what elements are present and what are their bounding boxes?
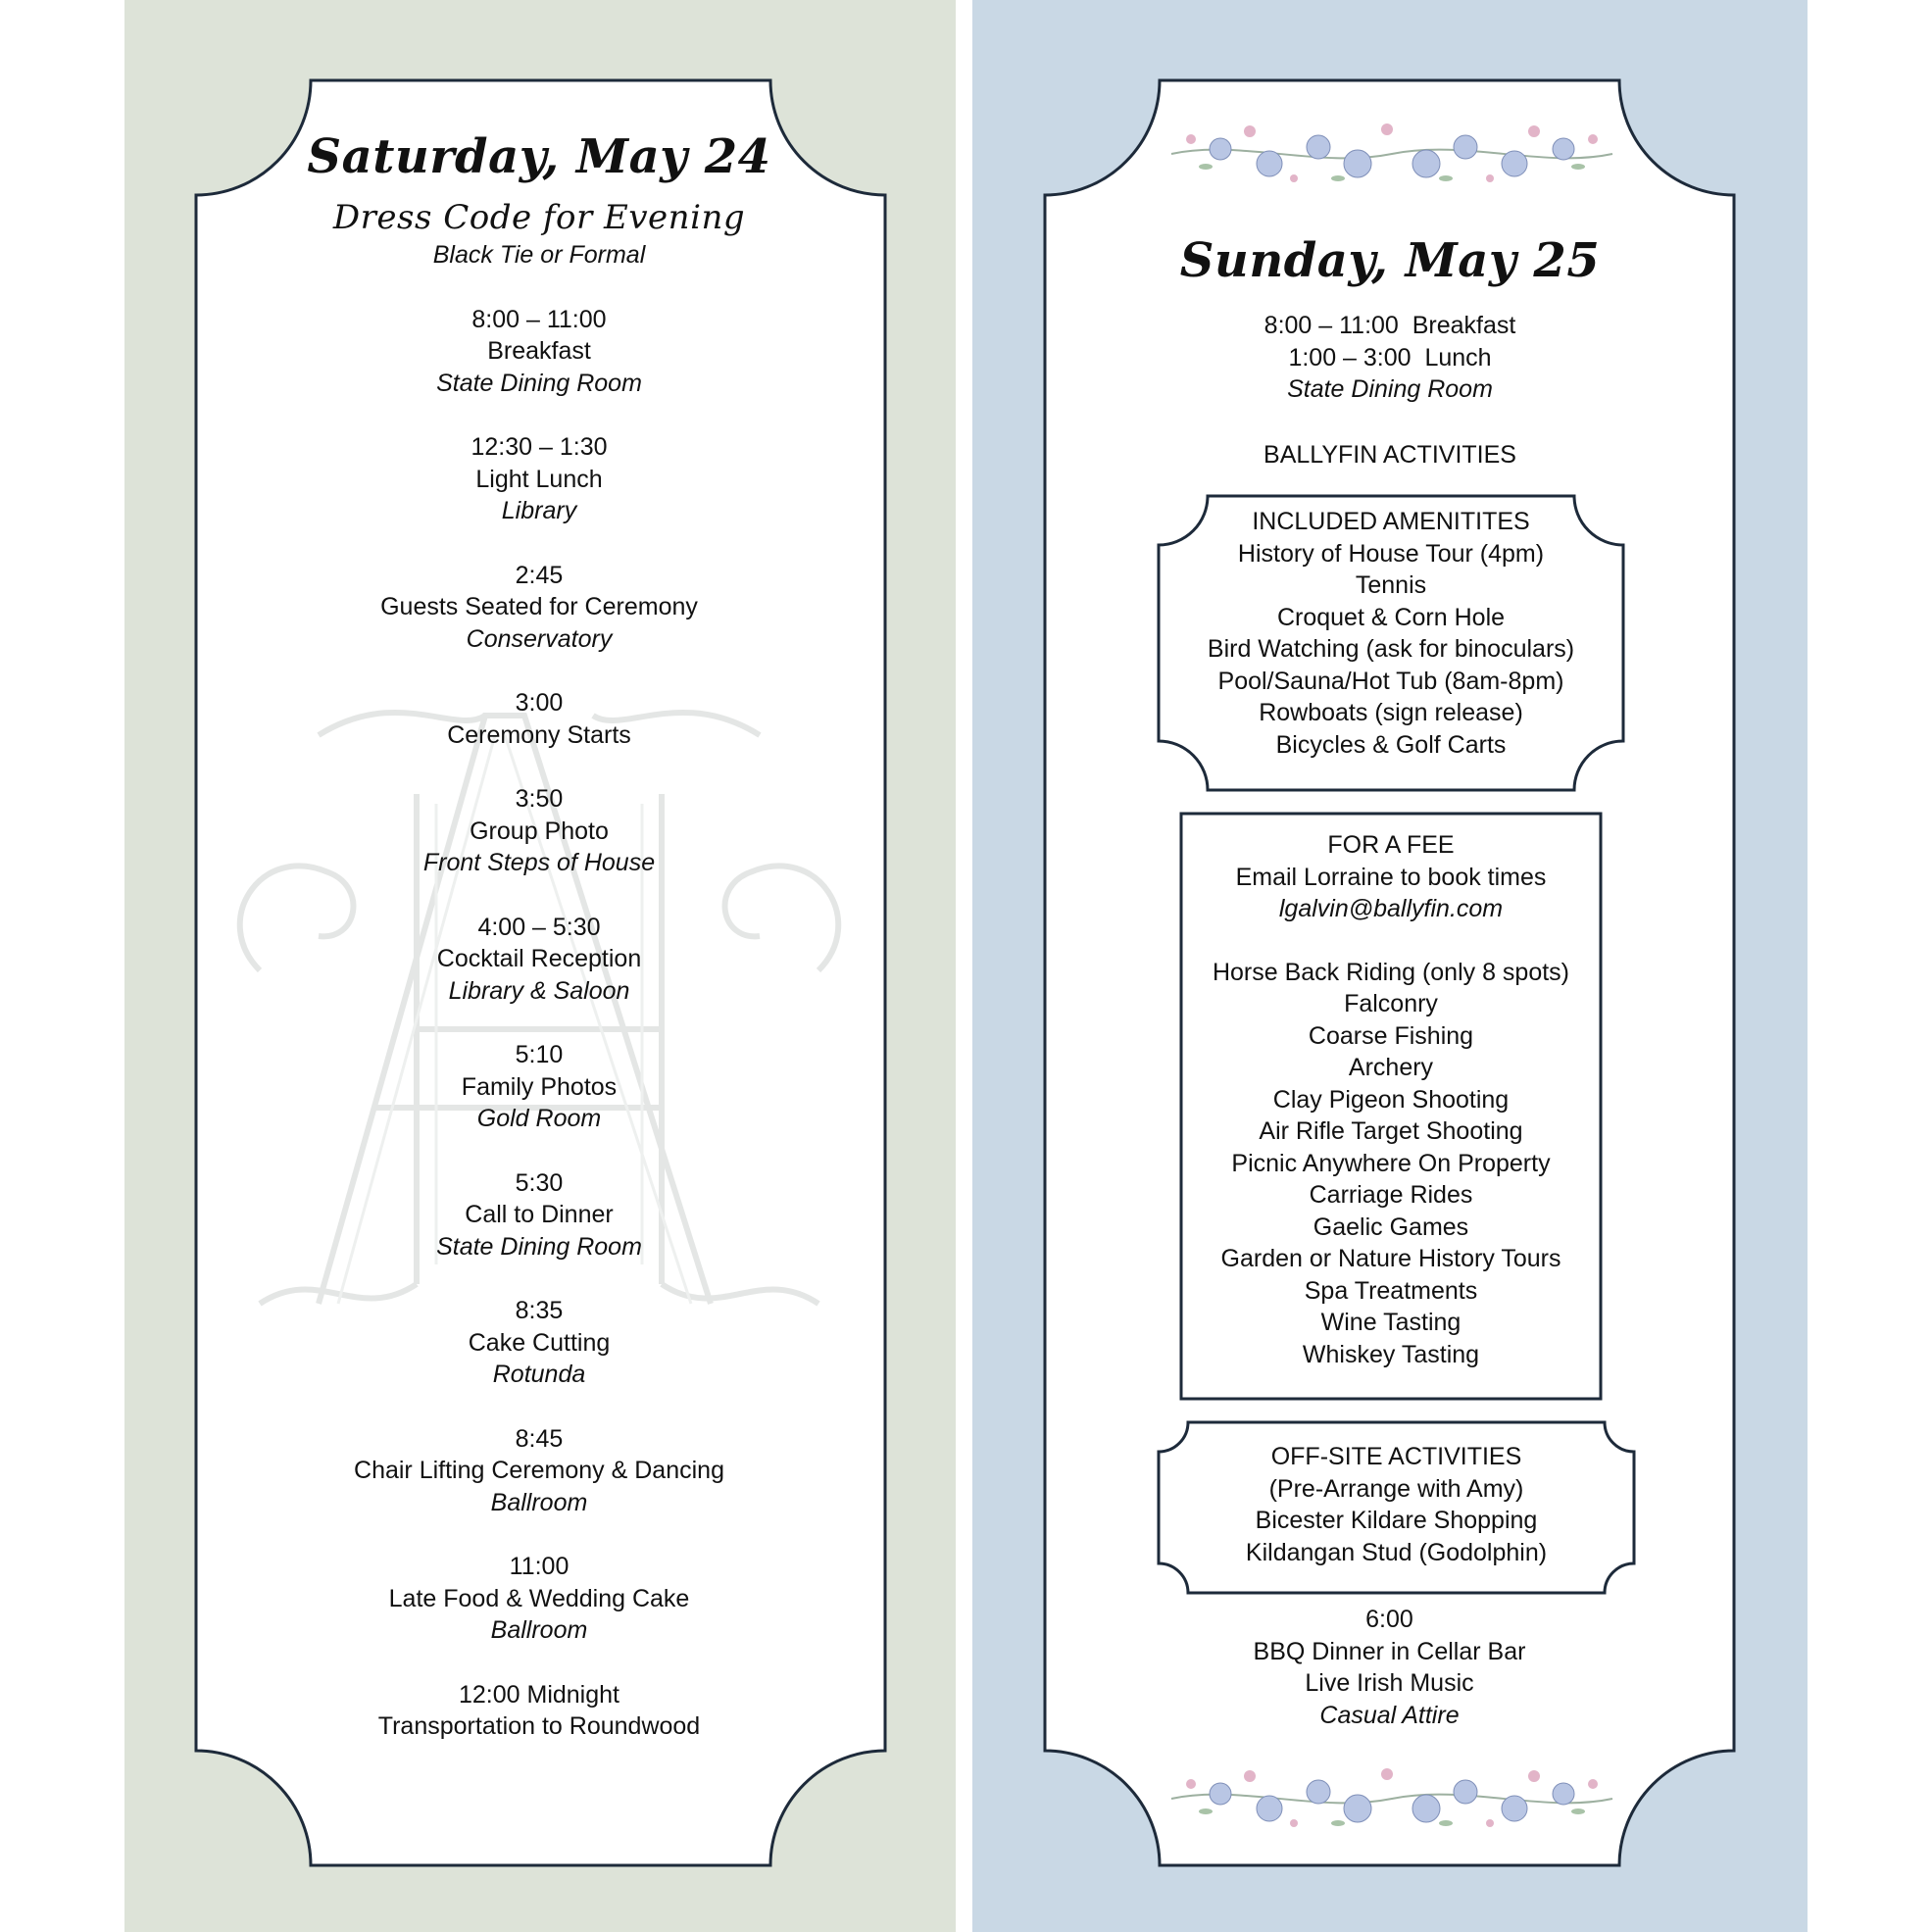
sunday-dinner — [1045, 1604, 1734, 1731]
event-name: Ceremony Starts — [447, 720, 631, 749]
event-name: Group Photo — [470, 817, 609, 845]
offsite-heading: OFF-SITE ACTIVITIES — [1270, 1443, 1522, 1470]
list-item: Spa Treatments — [1304, 1276, 1478, 1305]
list-item: Bicycles & Golf Carts — [1275, 730, 1507, 759]
event-name: Family Photos — [461, 1072, 618, 1101]
event-location: State Dining Room — [436, 1232, 642, 1261]
list-item: History of House Tour (4pm) — [1237, 539, 1545, 568]
event-time: 8:35 — [515, 1297, 564, 1324]
floral-garland-bottom — [1162, 1755, 1622, 1843]
event-time: 8:00 – 11:00 — [471, 305, 607, 333]
list-item: Pool/Sauna/Hot Tub (8am-8pm) — [1217, 667, 1564, 695]
list-item: Whiskey Tasting — [1302, 1340, 1480, 1368]
event-name: Chair Lifting Ceremony & Dancing — [354, 1457, 724, 1484]
event-name: Guests Seated for Ceremony — [380, 593, 698, 620]
event-location: Front Steps of House — [422, 849, 656, 876]
schedule-item — [196, 1551, 882, 1647]
schedule-item — [196, 431, 882, 527]
event-name: Cocktail Reception — [436, 945, 642, 972]
schedule-item — [196, 1167, 882, 1263]
list-item: Rowboats (sign release) — [1259, 699, 1523, 726]
event-name: Transportation to Roundwood — [377, 1712, 701, 1740]
list-item: Tennis — [1355, 571, 1427, 599]
schedule-item — [196, 304, 882, 400]
included-amenities-box — [1159, 506, 1623, 761]
event-time: 12:00 Midnight — [458, 1680, 619, 1709]
list-item: Kildangan Stud (Godolphin) — [1245, 1538, 1548, 1566]
schedule-item — [196, 1295, 882, 1391]
sunday-meal: 1:00 – 3:00 Lunch — [1288, 343, 1492, 372]
list-item: Croquet & Corn Hole — [1276, 603, 1506, 631]
event-time: 11:00 — [509, 1553, 570, 1580]
event-name: Light Lunch — [475, 465, 603, 493]
list-item: Coarse Fishing — [1308, 1021, 1474, 1050]
list-item: Falconry — [1344, 990, 1438, 1017]
event-location: Ballroom — [490, 1488, 588, 1516]
included-heading: INCLUDED AMENITITES — [1252, 508, 1530, 535]
schedule-item — [196, 1039, 882, 1135]
schedule-item — [196, 783, 882, 879]
dinner-time: 6:00 — [1365, 1606, 1413, 1633]
event-location: State Dining Room — [436, 369, 642, 397]
list-item: Bird Watching (ask for binoculars) — [1207, 635, 1575, 663]
event-location: Ballroom — [490, 1616, 588, 1644]
fee-note: Email Lorraine to book times — [1235, 863, 1547, 891]
event-location: Library — [501, 497, 577, 524]
schedule-item — [196, 687, 882, 751]
sunday-title: Sunday, May 25 — [1179, 233, 1601, 288]
activities-heading: BALLYFIN ACTIVITIES — [1263, 440, 1516, 469]
event-time: 12:30 – 1:30 — [471, 433, 608, 461]
schedule-item — [196, 1423, 882, 1519]
list-item: Air Rifle Target Shooting — [1259, 1117, 1523, 1145]
event-name: Breakfast — [487, 337, 591, 365]
list-item: Carriage Rides — [1309, 1181, 1473, 1209]
list-item: (Pre-Arrange with Amy) — [1268, 1474, 1524, 1503]
event-time: 5:30 — [515, 1168, 564, 1197]
event-location: Rotunda — [492, 1361, 586, 1388]
list-item: Garden or Nature History Tours — [1220, 1245, 1561, 1272]
for-a-fee-box — [1181, 829, 1601, 1370]
event-location: Gold Room — [476, 1105, 602, 1132]
event-time: 3:00 — [515, 689, 564, 717]
offsite-activities-box — [1159, 1441, 1634, 1568]
event-name: Cake Cutting — [468, 1328, 611, 1357]
schedule-item — [196, 912, 882, 1008]
event-time: 2:45 — [515, 561, 564, 589]
sunday-header — [1047, 231, 1733, 471]
dress-code-value: Black Tie or Formal — [432, 241, 646, 269]
dinner-attire: Casual Attire — [1319, 1701, 1460, 1729]
dinner-name: BBQ Dinner in Cellar Bar — [1253, 1637, 1526, 1665]
event-time: 3:50 — [515, 785, 564, 813]
floral-garland-top — [1162, 110, 1622, 198]
fee-heading: FOR A FEE — [1327, 831, 1455, 859]
dinner-music: Live Irish Music — [1305, 1669, 1474, 1697]
event-time: 8:45 — [515, 1424, 564, 1453]
event-time: 5:10 — [515, 1041, 564, 1068]
dress-code-heading: Dress Code for Evening — [332, 198, 746, 237]
list-item: Gaelic Games — [1313, 1213, 1469, 1241]
sunday-meal-location: State Dining Room — [1287, 375, 1493, 403]
event-location: Conservatory — [466, 624, 613, 653]
list-item: Horse Back Riding (only 8 spots) — [1212, 958, 1570, 986]
sunday-meal: 8:00 – 11:00 Breakfast — [1263, 312, 1516, 339]
saturday-schedule — [196, 127, 882, 1775]
schedule-item — [196, 1679, 882, 1743]
list-item: Picnic Anywhere On Property — [1231, 1149, 1551, 1177]
event-time: 4:00 – 5:30 — [477, 913, 601, 941]
event-name: Late Food & Wedding Cake — [388, 1584, 690, 1612]
list-item: Archery — [1348, 1054, 1434, 1081]
event-location: Library & Saloon — [448, 976, 630, 1005]
saturday-title: Saturday, May 24 — [307, 129, 771, 184]
event-name: Call to Dinner — [465, 1201, 614, 1228]
booking-email[interactable]: lgalvin@ballyfin.com — [1278, 895, 1504, 922]
list-item: Wine Tasting — [1320, 1309, 1461, 1336]
list-item: Clay Pigeon Shooting — [1272, 1085, 1510, 1114]
schedule-item — [196, 560, 882, 656]
list-item: Bicester Kildare Shopping — [1255, 1507, 1538, 1534]
